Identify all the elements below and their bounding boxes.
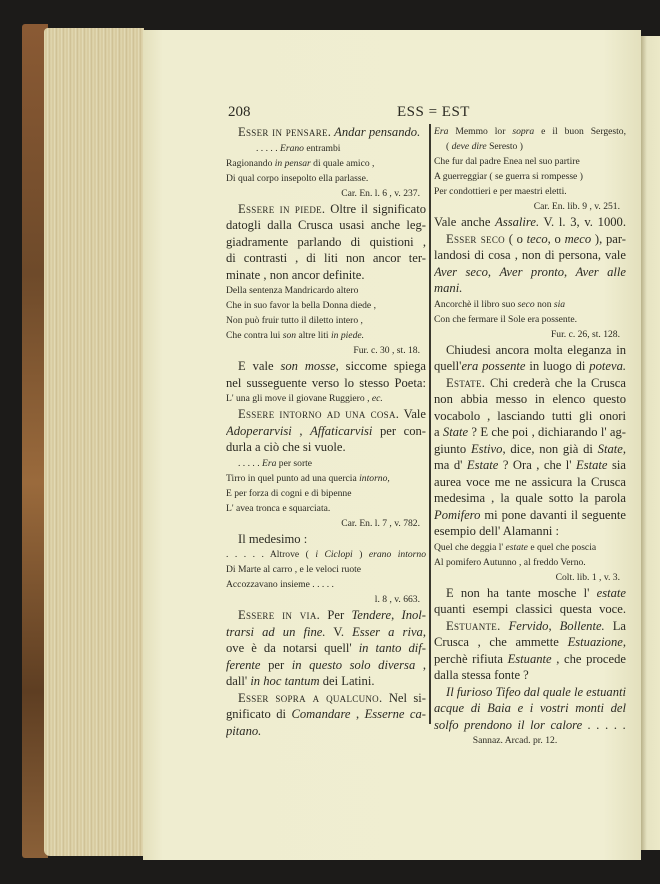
text-segment: V.	[325, 624, 353, 639]
italic-text: son	[282, 330, 297, 341]
italic-text: meco	[564, 231, 592, 246]
text-segment: ,	[564, 264, 576, 279]
text-segment: Non può fruir tutto il diletto intero ,	[226, 315, 363, 326]
text-segment: ,	[350, 707, 365, 721]
italic-text: Estuazione	[567, 635, 623, 649]
verse-line	[434, 555, 626, 570]
prose-line	[434, 358, 626, 375]
text-segment: Quel che deggia l'	[434, 541, 506, 553]
text-segment: Il medesimo :	[238, 531, 308, 546]
text-segment: esempio dell' Alamanni :	[434, 524, 560, 538]
verse-line	[434, 297, 626, 312]
prose-line	[226, 706, 426, 723]
right-column	[434, 124, 626, 748]
italic-text: poteva.	[589, 359, 626, 373]
italic-text: Aver alle	[575, 264, 626, 279]
verse-line	[434, 540, 626, 555]
prose-line	[434, 457, 626, 474]
prose-line	[434, 523, 626, 540]
italic-text: estate	[505, 541, 528, 553]
text-segment: dei Latini.	[319, 674, 375, 688]
verse-line	[226, 141, 426, 156]
text-segment: Ancorchè il libro suo	[434, 298, 518, 310]
verse-line	[434, 312, 626, 327]
italic-text: Comandare	[291, 707, 351, 721]
text-segment: per con-	[372, 423, 426, 438]
text-segment: datogli dalla Crusca usasi anche leg-	[226, 218, 426, 232]
prose-line	[434, 342, 626, 359]
text-segment: (	[446, 141, 452, 152]
text-segment: perchè rifiuta	[434, 651, 508, 666]
italic-text: Estate	[576, 458, 608, 472]
italic-text: ec.	[371, 393, 383, 404]
prose-line	[434, 717, 626, 734]
verse-line	[226, 298, 426, 313]
entry-headword: Essere in piede.	[238, 201, 326, 216]
prose-line	[226, 690, 426, 707]
page-number: 208	[228, 104, 251, 120]
prose-line	[434, 375, 626, 392]
prose-line	[226, 439, 426, 456]
text-segment: quell'	[434, 359, 462, 373]
citation-line	[434, 199, 626, 214]
citation-line	[434, 327, 626, 342]
text-segment: non abbia messo in elenco questo	[434, 392, 626, 406]
italic-text: in tanto dif-	[358, 641, 426, 655]
text-segment: landosi di cosa , non di persona, vale	[434, 248, 626, 262]
verse-line	[434, 184, 626, 199]
text-segment: ), par-	[591, 231, 626, 246]
text-segment: Accozzavano insieme . . . . .	[226, 579, 334, 590]
text-segment: non	[534, 298, 554, 310]
text-segment: entrambi	[303, 142, 341, 154]
prose-line	[434, 474, 626, 491]
verse-line	[226, 486, 426, 501]
text-segment: Per condottieri e per maestri eletti.	[434, 186, 567, 197]
text-segment: E per forza di cogni e di bipenne	[226, 487, 352, 499]
verse-line	[434, 124, 626, 139]
citation-line	[434, 570, 626, 585]
text-segment: vocabolo , lasciando tutti gli onori	[434, 408, 626, 423]
italic-text: Pomifero	[434, 507, 481, 522]
prose-line	[226, 673, 426, 690]
italic-text: ferente	[226, 657, 261, 672]
text-segment: , che procede	[551, 651, 626, 666]
text-segment: E vale	[238, 359, 281, 373]
text-segment: Che contra lui	[226, 330, 283, 341]
text-segment: V. l. 3, v. 1000.	[539, 215, 626, 229]
italic-text: Adoperarvisi	[226, 423, 292, 438]
italic-text: in hoc tantum	[250, 674, 320, 688]
citation-line	[226, 186, 426, 201]
italic-text: State	[597, 441, 623, 456]
text-segment: . . . . .	[256, 142, 280, 154]
text-segment: Vale anche	[434, 215, 496, 229]
text-segment	[501, 619, 509, 633]
prose-line	[434, 247, 626, 264]
prose-line	[226, 423, 426, 440]
text-segment: ( o	[504, 231, 527, 246]
text-segment: quanti esempi classici questa voce.	[434, 602, 626, 616]
italic-text: Estate	[466, 458, 499, 472]
text-segment: Di Marte al carro , e le veloci ruote	[226, 564, 362, 575]
entry-headword: Essere in via.	[238, 608, 321, 622]
prose-line	[434, 231, 626, 248]
text-segment: Colt. lib. 1 , v. 3.	[555, 571, 620, 583]
prose-line	[226, 607, 426, 624]
italic-text: Aver seco	[434, 264, 488, 279]
text-segment: ,	[291, 423, 311, 438]
prose-line	[226, 723, 426, 740]
prose-line	[226, 250, 426, 267]
italic-text: seco	[517, 298, 535, 310]
italic-text: sopra	[512, 126, 535, 137]
italic-text: sia	[553, 298, 566, 310]
italic-text: Inol-	[401, 608, 426, 622]
prose-line	[434, 700, 626, 717]
text-segment: Che fur dal padre Enea nel suo partire	[434, 156, 580, 167]
text-segment: . . . . .	[238, 457, 262, 469]
text-segment: e quel che poscia	[527, 541, 597, 553]
prose-line	[434, 490, 626, 507]
verse-line	[226, 577, 426, 592]
text-segment: Della sentenza Mandricardo altero	[226, 285, 359, 296]
italic-text: in questo solo diversa	[291, 657, 416, 672]
verse-line	[226, 156, 426, 171]
italic-text: Estuante	[507, 651, 552, 666]
text-segment: sia	[607, 458, 626, 472]
text-segment: ,	[622, 635, 626, 649]
page-edges-stack	[44, 28, 144, 856]
text-segment: L' avea tronca e squarciata.	[226, 502, 331, 514]
prose-line	[434, 651, 626, 668]
text-segment: , dice, non già di	[502, 441, 598, 456]
text-segment: ,	[622, 441, 626, 456]
italic-text: Tendere	[351, 608, 392, 622]
text-segment: a	[434, 425, 443, 439]
prose-line	[434, 280, 626, 297]
text-segment: altre liti	[296, 330, 331, 341]
italic-text: Erano	[279, 142, 304, 154]
text-segment: per sorte	[276, 457, 313, 469]
text-segment: Tirro in quel punto ad una quercia	[226, 472, 360, 484]
citation-line	[226, 592, 426, 607]
prose-line	[434, 408, 626, 425]
verse-line	[226, 471, 426, 486]
text-segment: , siccome spiega	[335, 359, 426, 373]
prose-line	[434, 684, 626, 701]
italic-text: Il furioso Tifeo dal quale le estuanti	[446, 684, 626, 699]
text-segment: . . . . . Altrove (	[226, 549, 316, 560]
text-segment: ove è da notarsi quell'	[226, 641, 359, 655]
prose-line	[434, 441, 626, 458]
text-segment: dalla stessa fonte ?	[434, 668, 529, 682]
italic-text: intorno,	[359, 472, 390, 484]
prose-line	[434, 214, 626, 231]
text-segment: ? E che poi , dichiarando l' ag-	[468, 425, 626, 439]
text-segment: ,	[422, 624, 426, 639]
italic-text: Andar pensando.	[331, 125, 421, 139]
verse-line	[226, 547, 426, 562]
prose-line	[226, 640, 426, 657]
citation-line	[226, 516, 426, 531]
text-segment: ,	[487, 264, 500, 279]
italic-text: Affaticarvisi	[310, 423, 373, 438]
text-segment: in luogo di	[525, 359, 590, 373]
text-segment: Car. En. l. 7 , v. 782.	[341, 517, 420, 529]
text-segment: aurea voce me ne assicura la Crusca	[434, 474, 626, 489]
verse-line	[434, 154, 626, 169]
prose-line	[434, 507, 626, 524]
text-segment: medesima , la quale sotto la parola	[434, 491, 626, 505]
text-segment: Oltre il significato	[325, 201, 426, 216]
text-segment: dall'	[226, 674, 251, 688]
text-segment: giadramente parlando di quistioni ,	[226, 234, 426, 249]
text-segment: Sannaz. Arcad. pr. 12.	[472, 735, 558, 746]
italic-text: Bollente.	[559, 618, 605, 633]
prose-line	[434, 601, 626, 618]
text-segment: Nel si-	[382, 690, 426, 705]
prose-line	[434, 667, 626, 684]
prose-line	[434, 424, 626, 441]
prose-line	[226, 201, 426, 218]
verse-line	[226, 283, 426, 298]
italic-text: in piede.	[330, 330, 365, 341]
italic-text: son mosse	[280, 359, 336, 373]
italic-text: era possente	[461, 359, 526, 373]
prose-line	[226, 406, 426, 423]
left-column	[226, 124, 426, 739]
entry-headword: Esser seco	[446, 231, 505, 246]
text-segment: l. 8 , v. 663.	[374, 594, 420, 605]
prose-line	[434, 634, 626, 651]
italic-text: State	[442, 425, 469, 439]
text-segment: Memmo lor	[448, 126, 513, 137]
prose-line	[434, 391, 626, 408]
text-segment: Chi crederà che la Crusca	[485, 375, 626, 390]
prose-line	[226, 267, 426, 284]
text-segment: , o	[547, 231, 565, 246]
text-segment: Che in suo favor la bella Donna diede ,	[226, 300, 376, 311]
prose-line	[434, 618, 626, 635]
prose-line	[434, 585, 626, 602]
italic-text: Assalire.	[495, 215, 540, 229]
text-segment: E non ha tante mosche l'	[446, 585, 597, 600]
text-segment: minate , non ancor definite.	[226, 267, 365, 282]
italic-text: acque di Baia e i vostri monti del	[434, 701, 626, 715]
italic-text: trarsi ad un fine.	[226, 624, 326, 639]
prose-line	[226, 358, 426, 375]
text-segment: )	[352, 549, 369, 560]
text-segment: per	[260, 657, 292, 672]
verse-line	[434, 139, 626, 154]
prose-line	[434, 264, 626, 281]
text-segment: Con che fermare il Sole era possente.	[434, 313, 578, 325]
text-segment: Al pomifero Autunno , al freddo Verno.	[434, 556, 586, 568]
text-segment: Ragionando	[226, 157, 275, 169]
italic-text: in pensar	[274, 157, 311, 169]
text-segment: Vale	[399, 407, 426, 421]
verse-line	[226, 313, 426, 328]
citation-line	[226, 343, 426, 358]
italic-text: solfo prendono il lor calore . . . . .	[434, 717, 626, 732]
text-segment: ma d'	[434, 458, 467, 472]
citation-line	[434, 733, 626, 748]
italic-text: Aver pronto	[499, 264, 565, 279]
prose-line	[226, 124, 426, 141]
entry-headword: Estuante.	[446, 618, 501, 633]
text-segment: Car. En. l. 6 , v. 237.	[341, 187, 420, 199]
verse-line	[434, 169, 626, 184]
text-segment: La	[604, 618, 626, 633]
italic-text: Era	[434, 126, 449, 137]
italic-text: teco	[526, 231, 548, 246]
text-segment: ,	[548, 618, 560, 633]
text-segment: Per	[320, 608, 352, 622]
text-segment: A guerreggiar ( se guerra si rompesse )	[434, 171, 583, 182]
entry-headword: Esser in pensare.	[238, 125, 332, 139]
text-segment: Car. En. lib. 9 , v. 251.	[533, 201, 620, 212]
entry-headword: Estate.	[446, 375, 486, 390]
italic-text: Esserne ca-	[364, 707, 426, 721]
entry-headword: Esser sopra a qualcuno.	[238, 690, 383, 705]
text-segment: durla a ciò che si vuole.	[226, 440, 346, 454]
text-segment: Fur. c. 26, st. 128.	[550, 328, 620, 340]
text-segment: Chiudesi ancora molta eleganza in	[446, 342, 626, 357]
text-segment: ,	[415, 657, 426, 672]
text-segment: di contrasti , di liti non ancor ter-	[226, 251, 426, 265]
entry-headword: Essere intorno ad una cosa.	[238, 407, 400, 421]
text-segment: nel susseguente verso lo stesso Poeta:	[226, 375, 426, 390]
text-segment: gnificato di	[226, 707, 292, 721]
italic-text: estate	[596, 585, 626, 600]
text-segment: Crusca , che ammette	[434, 635, 568, 649]
italic-text: erano intorno	[368, 549, 426, 560]
verse-line	[226, 501, 426, 516]
italic-text: Estivo	[470, 441, 503, 456]
italic-text: i Ciclopi	[315, 549, 353, 560]
prose-line	[226, 531, 426, 548]
facing-page-edge	[641, 36, 660, 850]
text-segment: L' una gli move il giovane Ruggiero ,	[226, 393, 372, 404]
text-segment: Di qual corpo insepolto ella parlasse.	[226, 172, 369, 184]
italic-text: Era	[261, 457, 277, 469]
text-segment: ? Ora , che l'	[498, 458, 577, 472]
prose-line	[226, 234, 426, 251]
column-rule	[429, 124, 431, 724]
italic-text: Fervido	[508, 618, 549, 633]
text-segment: mi pone davanti il seguente	[480, 507, 626, 522]
running-head: ESS = EST	[397, 104, 470, 120]
prose-line	[226, 657, 426, 674]
verse-line	[226, 391, 426, 406]
text-segment: giunto	[434, 441, 471, 456]
prose-line	[226, 375, 426, 392]
italic-text: pitano.	[226, 723, 262, 738]
text-segment: di quale amico ,	[310, 157, 375, 169]
italic-text: mani.	[434, 281, 463, 295]
prose-line	[226, 624, 426, 641]
text-segment: Seresto )	[486, 141, 523, 152]
italic-text: Esser a riva	[352, 624, 423, 639]
prose-line	[226, 217, 426, 234]
text-segment: e il buon Sergesto,	[534, 126, 626, 137]
text-segment: ,	[391, 608, 402, 622]
text-segment: Fur. c. 30 , st. 18.	[353, 345, 420, 356]
verse-line	[226, 562, 426, 577]
verse-line	[226, 171, 426, 186]
italic-text: deve dire	[451, 141, 487, 152]
verse-line	[226, 456, 426, 471]
verse-line	[226, 328, 426, 343]
